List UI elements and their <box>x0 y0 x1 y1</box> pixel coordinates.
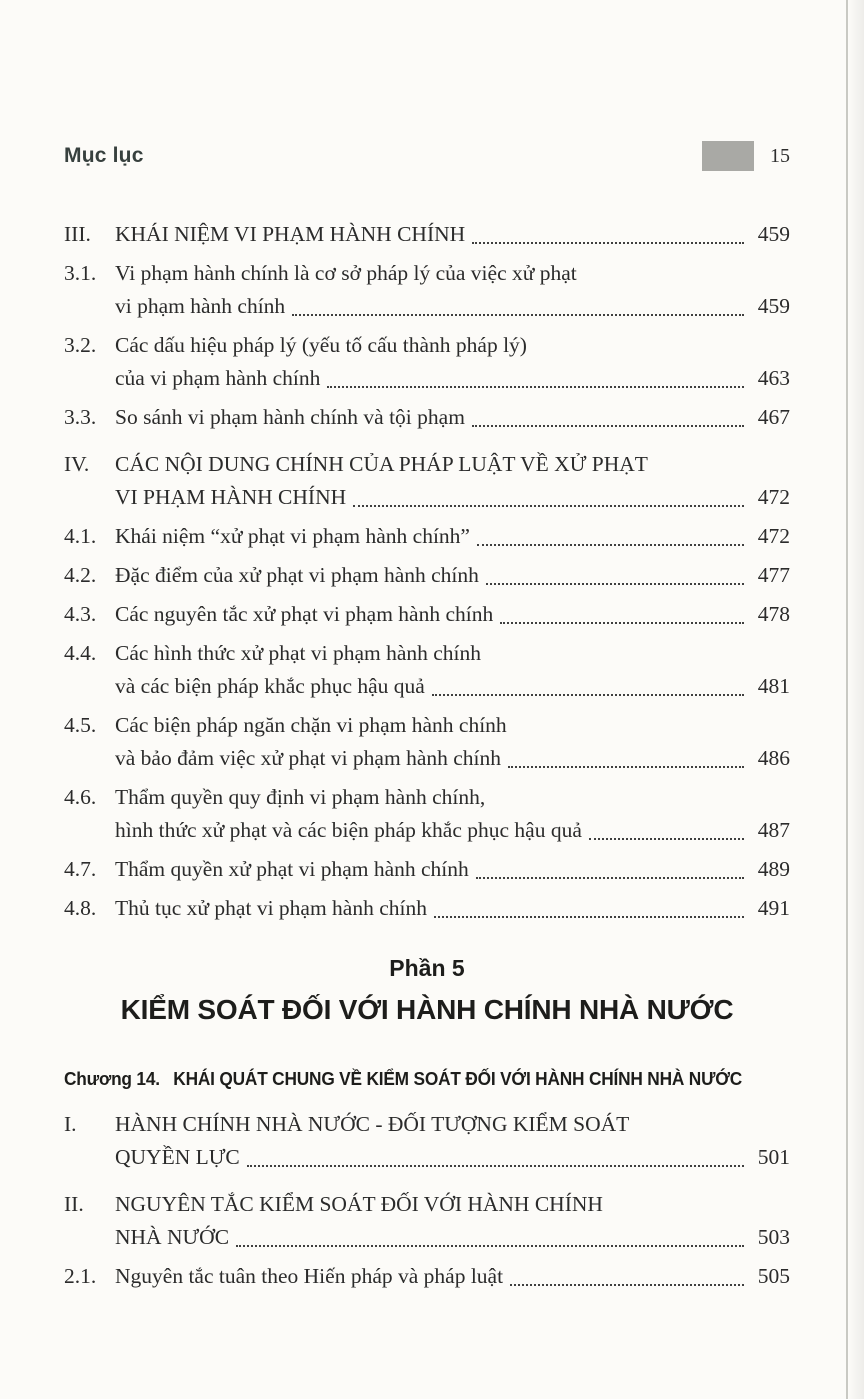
dot-leader <box>508 742 744 768</box>
entry-number: II. <box>64 1192 84 1216</box>
entry-number: 2.1. <box>64 1264 97 1288</box>
toc-entry <box>64 520 790 553</box>
entry-text: VI PHẠM HÀNH CHÍNH <box>115 485 347 509</box>
entry-body <box>115 1260 790 1293</box>
entry-page-number: 501 <box>757 1145 790 1169</box>
entry-number: 4.5. <box>64 713 97 737</box>
dot-leader <box>486 559 744 585</box>
entry-page-number: 486 <box>757 746 790 770</box>
entry-body <box>115 401 790 434</box>
entry-number: IV. <box>64 452 90 476</box>
entry-body <box>115 1188 790 1254</box>
entry-text: Các nguyên tắc xử phạt vi phạm hành chính <box>115 602 494 626</box>
entry-body <box>115 781 790 847</box>
dot-leader <box>247 1141 744 1167</box>
toc-entry <box>64 401 790 434</box>
entry-text: Khái niệm “xử phạt vi phạm hành chính” <box>115 524 470 548</box>
entry-text: Các hình thức xử phạt vi phạm hành chính <box>115 641 482 665</box>
chapter-label: Chương 14. <box>64 1069 160 1089</box>
entry-text: của vi phạm hành chính <box>115 366 321 390</box>
entry-text: Nguyên tắc tuân theo Hiến pháp và pháp luật <box>115 1264 504 1288</box>
toc-entry <box>64 637 790 703</box>
entry-page-number: 477 <box>757 563 790 587</box>
entry-number: 3.3. <box>64 405 97 429</box>
toc-entry <box>64 781 790 847</box>
dot-leader <box>236 1221 744 1247</box>
entry-number: 4.8. <box>64 896 97 920</box>
entry-page-number: 472 <box>757 524 790 548</box>
entry-number: 4.7. <box>64 857 97 881</box>
running-head-title: Mục lục <box>64 144 144 167</box>
entry-text: Vi phạm hành chính là cơ sở pháp lý của việc xử phạt <box>115 261 577 285</box>
header-right <box>702 141 790 171</box>
page-number: 15 <box>770 144 790 167</box>
toc-entry <box>64 1188 790 1254</box>
toc-entry <box>64 559 790 592</box>
dot-leader <box>353 481 744 507</box>
entry-body <box>115 520 790 553</box>
entry-number: 4.4. <box>64 641 97 665</box>
entry-number: 3.1. <box>64 261 97 285</box>
entry-body <box>115 448 790 514</box>
dot-leader <box>500 598 744 624</box>
dot-leader <box>476 853 744 879</box>
entry-page-number: 478 <box>757 602 790 626</box>
entry-text: QUYỀN LỰC <box>115 1145 240 1169</box>
dot-leader <box>472 218 744 244</box>
toc-entry <box>64 218 790 251</box>
entry-number: 4.3. <box>64 602 97 626</box>
entry-body <box>115 1108 790 1174</box>
entry-body <box>115 559 790 592</box>
part-title: KIỂM SOÁT ĐỐI VỚI HÀNH CHÍNH NHÀ NƯỚC <box>120 994 734 1025</box>
entry-body <box>115 257 790 323</box>
toc-section-1 <box>64 218 790 925</box>
entry-number: 3.2. <box>64 333 97 357</box>
toc-entry <box>64 329 790 395</box>
part-heading <box>64 953 790 1029</box>
entry-number: III. <box>64 222 91 246</box>
entry-page-number: 467 <box>757 405 790 429</box>
entry-body <box>115 709 790 775</box>
entry-text: KHÁI NIỆM VI PHẠM HÀNH CHÍNH <box>115 222 466 246</box>
entry-body <box>115 329 790 395</box>
entry-text: vi phạm hành chính <box>115 294 286 318</box>
toc-entry <box>64 598 790 631</box>
entry-page-number: 503 <box>757 1225 790 1249</box>
entry-text: và các biện pháp khắc phục hậu quả <box>115 674 425 698</box>
toc-entry <box>64 257 790 323</box>
entry-text: Thủ tục xử phạt vi phạm hành chính <box>115 896 427 920</box>
entry-number: 4.2. <box>64 563 97 587</box>
entry-number: 4.1. <box>64 524 97 548</box>
toc-entry <box>64 1108 790 1174</box>
entry-text: NHÀ NƯỚC <box>115 1225 230 1249</box>
entry-text: và bảo đảm việc xử phạt vi phạm hành chính <box>115 746 502 770</box>
entry-text: HÀNH CHÍNH NHÀ NƯỚC - ĐỐI TƯỢNG KIỂM SOÁT <box>115 1112 630 1136</box>
dot-leader <box>434 892 744 918</box>
entry-page-number: 472 <box>757 485 790 509</box>
entry-body <box>115 218 790 251</box>
entry-text: hình thức xử phạt và các biện pháp khắc phục hậu quả <box>115 818 582 842</box>
dot-leader <box>432 670 744 696</box>
dot-leader <box>589 814 744 840</box>
entry-text: NGUYÊN TẮC KIỂM SOÁT ĐỐI VỚI HÀNH CHÍNH <box>115 1192 603 1216</box>
entry-text: Đặc điểm của xử phạt vi phạm hành chính <box>115 563 479 587</box>
entry-number: 4.6. <box>64 785 97 809</box>
entry-text: CÁC NỘI DUNG CHÍNH CỦA PHÁP LUẬT VỀ XỬ PHẠT <box>115 452 648 476</box>
toc-entry <box>64 1260 790 1293</box>
entry-page-number: 459 <box>757 294 790 318</box>
chapter-title: KHÁI QUÁT CHUNG VỀ KIỂM SOÁT ĐỐI VỚI HÀNH CHÍNH NHÀ NƯỚC <box>173 1069 743 1089</box>
toc-entry <box>64 892 790 925</box>
page-header <box>64 140 790 172</box>
chapter-heading <box>64 1069 761 1090</box>
entry-page-number: 463 <box>757 366 790 390</box>
entry-text: Các dấu hiệu pháp lý (yếu tố cấu thành pháp lý) <box>115 333 527 357</box>
entry-text: Thẩm quyền quy định vi phạm hành chính, <box>115 785 486 809</box>
toc-entry <box>64 709 790 775</box>
dot-leader <box>510 1260 744 1286</box>
header-decoration-bar <box>702 141 754 171</box>
dot-leader <box>292 290 744 316</box>
entry-body <box>115 892 790 925</box>
entry-number: I. <box>64 1112 77 1136</box>
dot-leader <box>327 362 744 388</box>
entry-page-number: 491 <box>757 896 790 920</box>
entry-page-number: 489 <box>757 857 790 881</box>
entry-body <box>115 853 790 886</box>
toc-entry <box>64 853 790 886</box>
entry-text: Các biện pháp ngăn chặn vi phạm hành chính <box>115 713 507 737</box>
dot-leader <box>472 401 744 427</box>
entry-page-number: 487 <box>757 818 790 842</box>
toc-section-2 <box>64 1108 790 1293</box>
entry-page-number: 505 <box>757 1264 790 1288</box>
toc-entry <box>64 448 790 514</box>
entry-text: So sánh vi phạm hành chính và tội phạm <box>115 405 465 429</box>
entry-page-number: 459 <box>757 222 790 246</box>
entry-body <box>115 598 790 631</box>
entry-text: Thẩm quyền xử phạt vi phạm hành chính <box>115 857 469 881</box>
part-label: Phần 5 <box>389 955 465 981</box>
entry-body <box>115 637 790 703</box>
dot-leader <box>477 520 744 546</box>
entry-page-number: 481 <box>757 674 790 698</box>
